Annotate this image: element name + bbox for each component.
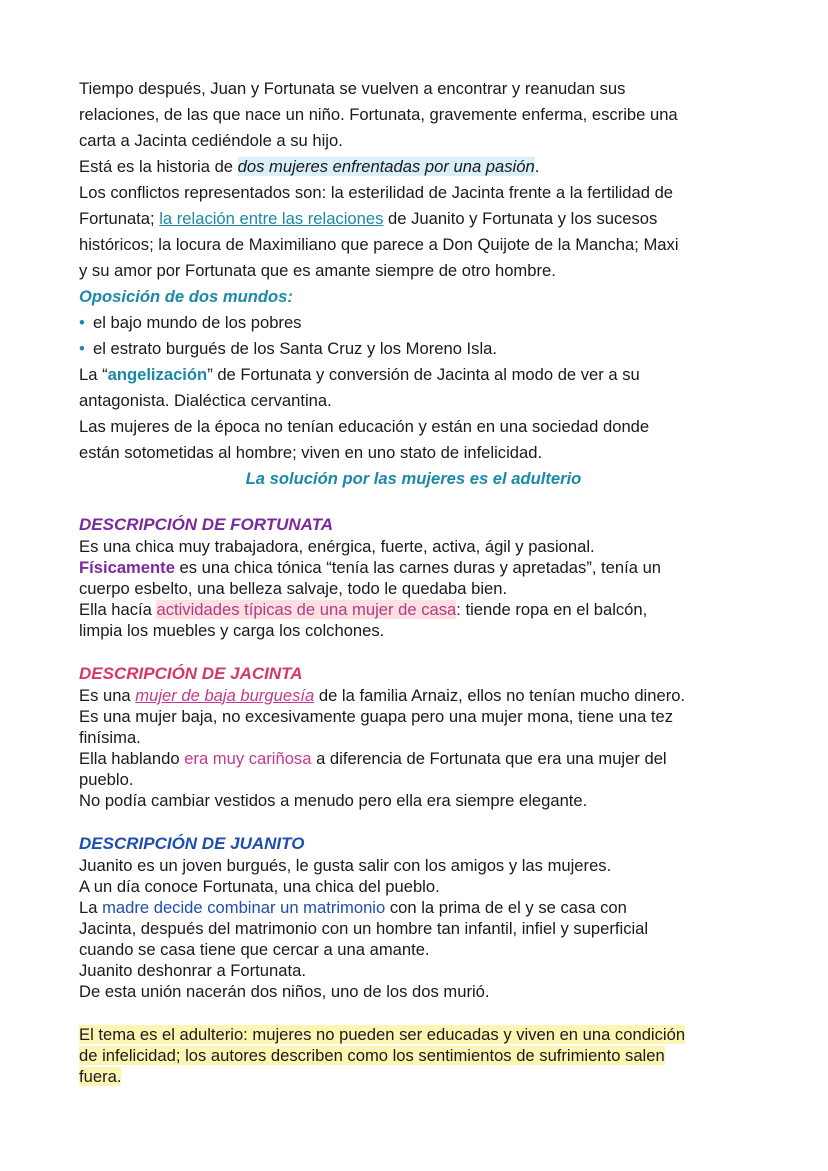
carinosa-phrase: era muy cariñosa <box>184 749 312 768</box>
intro-line-1: Tiempo después, Juan y Fortunata se vuelven a encontrar y reanudan sus <box>79 79 626 98</box>
intro-section <box>79 76 748 284</box>
juanito-line-3 <box>79 897 748 918</box>
jacinta-section <box>79 663 748 811</box>
juanito-section <box>79 833 748 1002</box>
juanito-line-6: Juanito deshonrar a Fortunata. <box>79 961 306 980</box>
text-span: Fortunata; <box>79 209 160 228</box>
tema-section <box>79 1024 748 1087</box>
fortunata-line-2 <box>79 557 748 578</box>
juanito-line-7: De esta unión nacerán dos niños, uno de los dos murió. <box>79 982 490 1001</box>
tema-line-2 <box>79 1045 748 1066</box>
angel-line-1 <box>79 362 748 388</box>
list-item: • el estrato burgués de los Santa Cruz y los Moreno Isla. <box>79 336 748 362</box>
fortunata-line-4 <box>79 599 748 620</box>
text-span: de la familia Arnaiz, ellos no tenían mucho dinero. <box>314 686 686 705</box>
fortunata-line-5: limpia los muebles y carga los colchones. <box>79 621 385 640</box>
jacinta-line-2: Es una mujer baja, no excesivamente guapa pero una mujer mona, tiene una tez <box>79 707 674 726</box>
juanito-line-5: cuando se casa tiene que cercar a una amante. <box>79 940 430 959</box>
solucion-title: La solución por las mujeres es el adulterio <box>245 469 582 488</box>
text-span: ” de Fortunata y conversión de Jacinta al modo de ver a su <box>207 365 640 384</box>
text-span: Ella hablando <box>79 749 185 768</box>
jacinta-line-4 <box>79 748 748 769</box>
highlight-tema: El tema es el adulterio: mujeres no pueden ser educadas y viven en una condición <box>79 1025 686 1044</box>
fortunata-section <box>79 514 748 641</box>
jacinta-line-1 <box>79 685 748 706</box>
oposicion-title: Oposición de dos mundos: <box>79 287 293 306</box>
text-span: con la prima de el y se casa con <box>385 898 627 917</box>
jacinta-line-5: pueblo. <box>79 770 134 789</box>
intro-line-3: carta a Jacinta cediéndole a su hijo. <box>79 131 343 150</box>
angelizacion-term: angelización <box>107 365 208 384</box>
angel-line-3: Las mujeres de la época no tenían educación y están en una sociedad donde <box>79 417 650 436</box>
highlight-tema: fuera. <box>79 1067 122 1086</box>
jacinta-line-6: No podía cambiar vestidos a menudo pero ella era siempre elegante. <box>79 791 588 810</box>
intro-line-5: Los conflictos representados son: la esterilidad de Jacinta frente a la fertilidad de <box>79 183 674 202</box>
angel-line-4: están sotometidas al hombre; viven en uno stato de infelicidad. <box>79 443 543 462</box>
juanito-heading: DESCRIPCIÓN DE JUANITO <box>79 834 305 853</box>
juanito-line-4: Jacinta, después del matrimonio con un hombre tan infantil, infiel y superficial <box>79 919 649 938</box>
juanito-line-2: A un día conoce Fortunata, una chica del pueblo. <box>79 877 440 896</box>
text-span: La <box>79 898 103 917</box>
fortunata-line-1: Es una chica muy trabajadora, enérgica, fuerte, activa, ágil y pasional. <box>79 537 595 556</box>
tema-line-1 <box>79 1024 748 1045</box>
text-span: La “ <box>79 365 108 384</box>
fisicamente-term: Físicamente <box>79 558 175 577</box>
text-span: : tiende ropa en el balcón, <box>456 600 648 619</box>
juanito-line-1: Juanito es un joven burgués, le gusta salir con los amigos y las mujeres. <box>79 856 612 875</box>
matrimonio-phrase: madre decide combinar un matrimonio <box>102 898 386 917</box>
highlight-actividades: actividades típicas de una mujer de casa <box>156 600 457 619</box>
jacinta-heading: DESCRIPCIÓN DE JACINTA <box>79 664 303 683</box>
text-span: a diferencia de Fortunata que era una mujer del <box>311 749 667 768</box>
highlight-dos-mujeres: dos mujeres enfrentadas por una pasión <box>237 157 535 176</box>
intro-line-7: históricos; la locura de Maximiliano que parece a Don Quijote de la Mancha; Maxi <box>79 235 679 254</box>
jacinta-line-3: finísima. <box>79 728 141 747</box>
link-relacion[interactable]: la relación entre las relaciones <box>159 209 384 228</box>
intro-line-8: y su amor por Fortunata que es amante siempre de otro hombre. <box>79 261 556 280</box>
fortunata-heading: DESCRIPCIÓN DE FORTUNATA <box>79 515 334 534</box>
intro-line-4 <box>79 154 748 180</box>
highlight-tema: de infelicidad; los autores describen como los sentimientos de sufrimiento salen <box>79 1046 665 1065</box>
fortunata-line-3: cuerpo esbelto, una belleza salvaje, todo le quedaba bien. <box>79 579 508 598</box>
list-item: • el bajo mundo de los pobres <box>79 310 748 336</box>
oposicion-list <box>79 310 748 362</box>
tema-line-3 <box>79 1066 748 1087</box>
link-baja-burguesia[interactable]: mujer de baja burguesía <box>135 686 315 705</box>
intro-line-6 <box>79 206 748 232</box>
text-span: es una chica tónica “tenía las carnes duras y apretadas”, tenía un <box>174 558 662 577</box>
text-span: Está es la historia de <box>79 157 238 176</box>
text-span: Es una <box>79 686 136 705</box>
text-span: . <box>534 157 540 176</box>
text-span: de Juanito y Fortunata y los sucesos <box>383 209 658 228</box>
intro-line-2: relaciones, de las que nace un niño. Fortunata, gravemente enferma, escribe una <box>79 105 678 124</box>
text-span: Ella hacía <box>79 600 157 619</box>
angel-line-2: antagonista. Dialéctica cervantina. <box>79 391 332 410</box>
